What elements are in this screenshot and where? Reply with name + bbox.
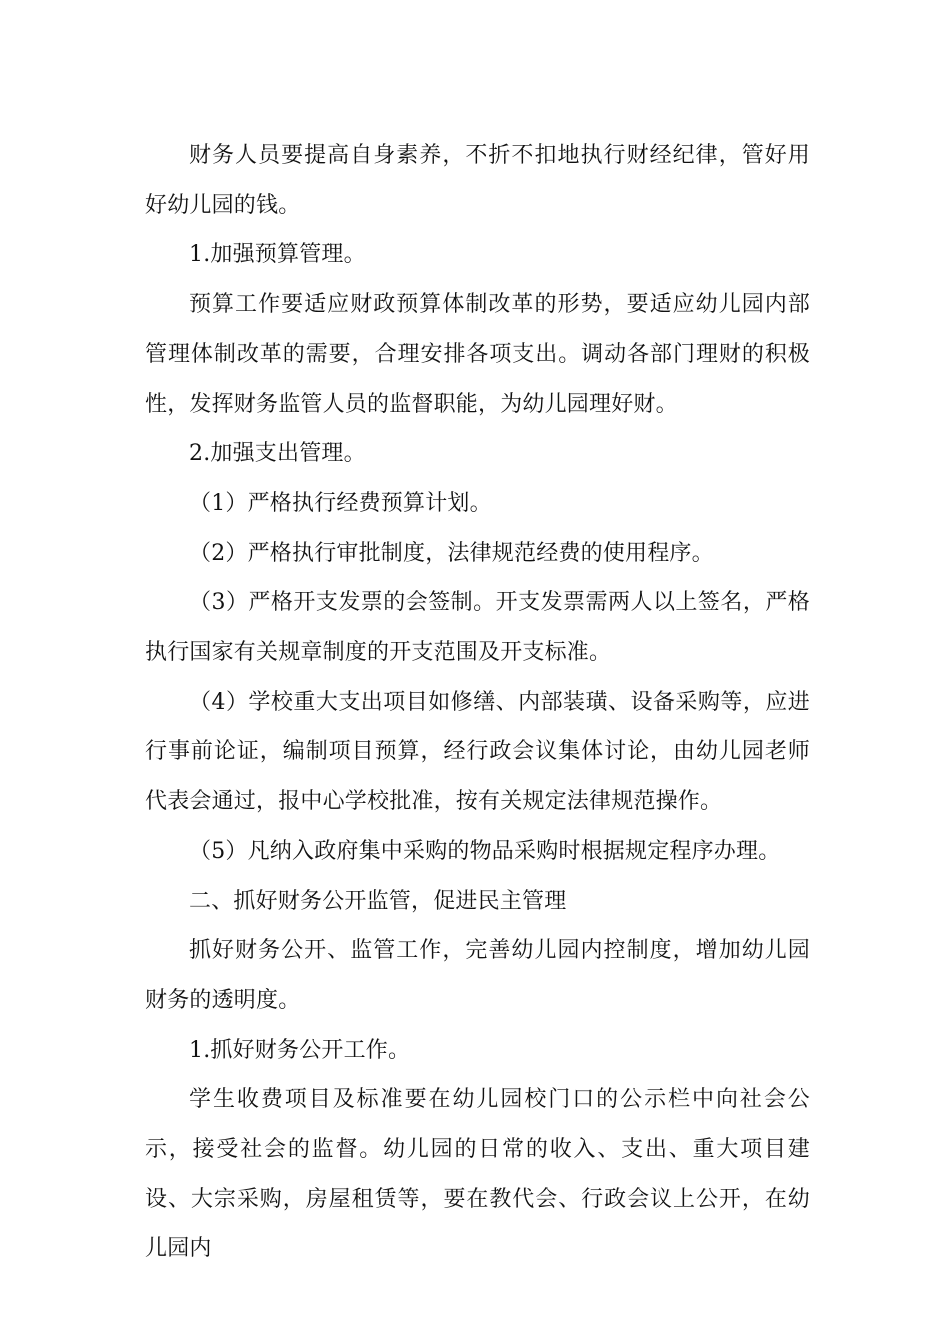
list-item: （4）学校重大支出项目如修缮、内部装璜、设备采购等，应进行事前论证，编制项目预算，经行政会议集体讨论，由幼儿园老师代表会通过，报中心学校批准，按有关规定法律规范操作。 [145, 689, 810, 815]
section-heading: 1.加强预算管理。 [189, 242, 366, 268]
list-item: （2）严格执行审批制度，法律规范经费的使用程序。 [189, 540, 714, 566]
chapter-heading: 二、抓好财务公开监管，促进民主管理 [189, 888, 567, 914]
section-heading: 1.抓好财务公开工作。 [189, 1037, 411, 1063]
section-heading: 2.加强支出管理。 [189, 441, 366, 467]
paragraph: 学生收费项目及标准要在幼儿园校门口的公示栏中向社会公示，接受社会的监督。幼儿园的日常的收入、支出、重大项目建设、大宗采购，房屋租赁等，要在教代会、行政会议上公开，在幼儿园内 [145, 1087, 810, 1262]
document-body [145, 131, 810, 1274]
paragraph: 抓好财务公开、监管工作，完善幼儿园内控制度，增加幼儿园财务的透明度。 [145, 938, 810, 1013]
paragraph: 财务人员要提高自身素养，不折不扣地执行财经纪律，管好用好幼儿园的钱。 [145, 143, 810, 218]
paragraph: 预算工作要适应财政预算体制改革的形势，要适应幼儿园内部管理体制改革的需要，合理安排各项支出。调动各部门理财的积极性，发挥财务监管人员的监督职能，为幼儿园理好财。 [145, 292, 810, 417]
list-item: （3）严格开支发票的会签制。开支发票需两人以上签名，严格执行国家有关规章制度的开支范围及开支标准。 [145, 590, 810, 666]
list-item: （1）严格执行经费预算计划。 [189, 490, 492, 516]
list-item: （5）凡纳入政府集中采购的物品采购时根据规定程序办理。 [189, 838, 781, 864]
